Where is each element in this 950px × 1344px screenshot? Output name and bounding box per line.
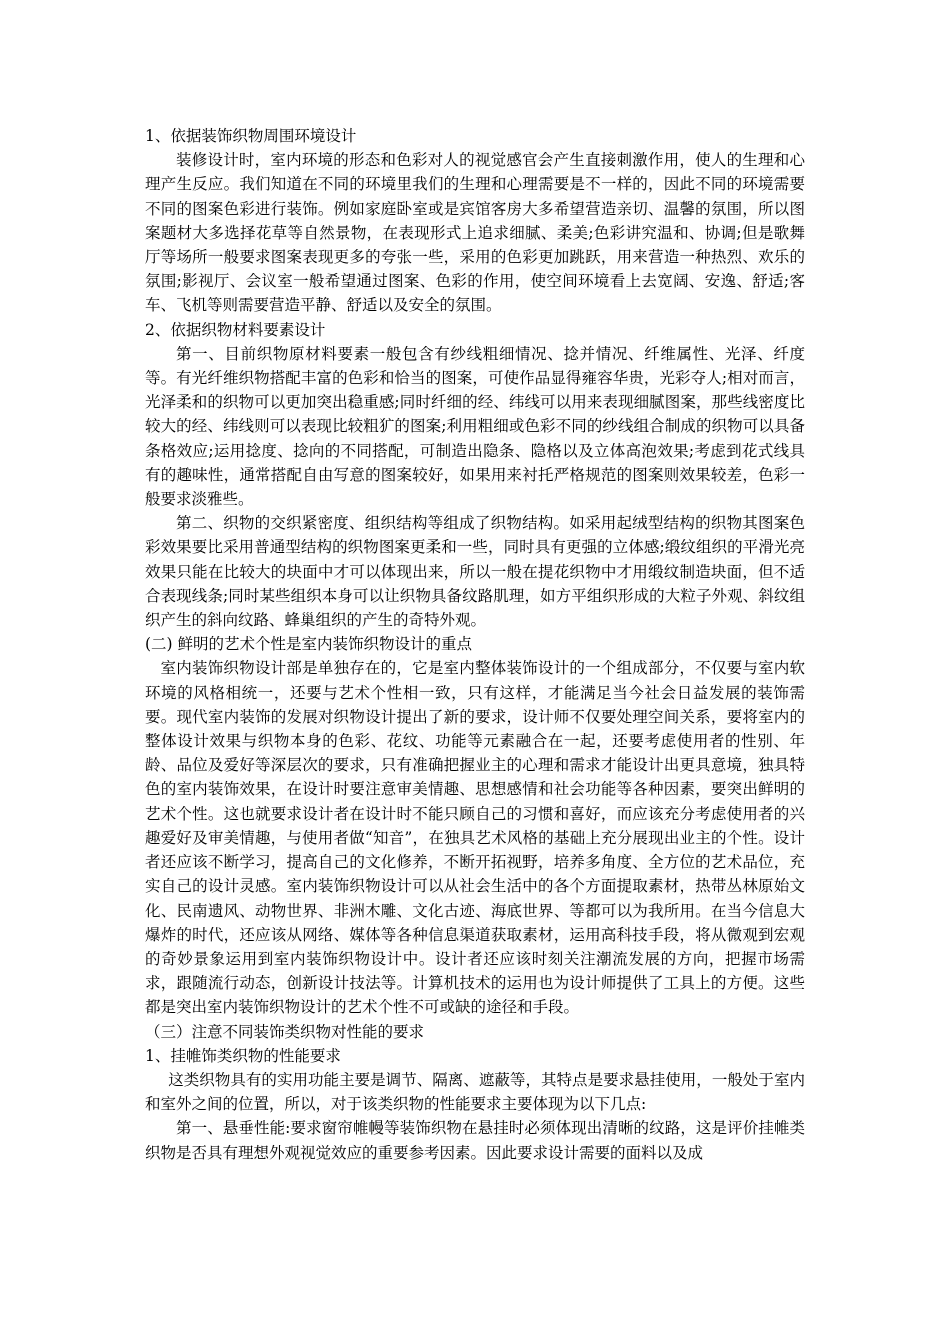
section-heading: 1、依据装饰织物周围环境设计 — [145, 127, 357, 145]
body-paragraph: 装修设计时，室内环境的形态和色彩对人的视觉感官会产生直接刺激作用，使人的生理和心理产生反应。我们知道在不同的环境里我们的生理和心理需要是不一样的，因此不同的环境需要不同的图案色彩进行装饰。例如家庭卧室或是宾馆客房大多希望营造亲切、温馨的氛围，所以图案题材大多选择花草等自然景物，在表现形式上追求细腻、柔美;色彩讲究温和、协调;但是歌舞厅等场所一般要求图案表现更多的夸张一些，采用的色彩更加跳跃，用来营造一种热烈、欢乐的氛围;影视厅、会议室一般希望通过图案、色彩的作用，使空间环境看上去宽阔、安逸、舒适;客车、飞机等则需要营造平静、舒适以及安全的氛围。 — [145, 151, 805, 315]
document-page — [145, 124, 805, 1165]
body-paragraph: 第一、悬垂性能:要求窗帘帷幔等装饰织物在悬挂时必须体现出清晰的纹路，这是评价挂帷类织物是否具有理想外观视觉效应的重要参考因素。因此要求设计需要的面料以及成 — [145, 1119, 805, 1162]
section-heading: 1、挂帷饰类织物的性能要求 — [145, 1046, 341, 1065]
section-heading: (二) 鲜明的艺术个性是室内装饰织物设计的重点 — [145, 635, 473, 654]
body-paragraph: 这类织物具有的实用功能主要是调节、隔离、遮蔽等，其特点是要求悬挂使用，一般处于室内和室外之间的位置，所以，对于该类织物的性能要求主要体现为以下几点: — [145, 1070, 805, 1114]
body-paragraph: 第一、目前织物原材料要素一般包含有纱线粗细情况、捻并情况、纤维属性、光泽、纤度等。有光纤维织物搭配丰富的色彩和恰当的图案，可使作品显得雍容华贵，光彩夺人;相对而言，光泽柔和的织物可以更加突出稳重感;同时纤细的经、纬线可以用来表现细腻图案，那些线密度比较大的经、纬线则可以表现比较粗犷的图案;利用粗细或色彩不同的纱线组合制成的织物可以具备条格效应;运用捻度、捻向的不同搭配，可制造出隐条、隐格以及立体高泡效果;考虑到花式线具有的趣味性，通常搭配自由写意的图案较好，如果用来衬托严格规范的图案则效果较差，色彩一般要求淡雅些。 — [145, 344, 805, 509]
section-heading: 2、依据织物材料要素设计 — [145, 320, 326, 339]
body-paragraph: 室内装饰织物设计部是单独存在的，它是室内整体装饰设计的一个组成部分，不仅要与室内软环境的风格相统一，还要与艺术个性相一致，只有这样，才能满足当今社会日益发展的装饰需要。现代室内装饰的发展对织物设计提出了新的要求，设计师不仅要处理空间关系，要将室内的整体设计效果与织物本身的色彩、花纹、功能等元素融合在一起，还要考虑使用者的性别、年龄、品位及爱好等深层次的要求，只有准确把握业主的心理和需求才能设计出更具意境，独具特色的室内装饰效果，在设计时要注意审美情趣、思想感情和社会功能等各种因素，要突出鲜明的艺术个性。这也就要求设计者在设计时不能只顾自己的习惯和喜好，而应该充分考虑使用者的兴趣爱好及审美情趣，与使用者做“知音”，在独具艺术风格的基础上充分展现出业主的个性。设计者还应该不断学习，提高自己的文化修养，不断开拓视野，培养多角度、全方位的艺术品位，充实自己的设计灵感。室内装饰织物设计可以从社会生活中的各个方面提取素材，热带丛林原始文化、民南遗风、动物世界、非洲木雕、文化古迹、海底世界、等都可以为我所用。在当今信息大爆炸的时代，还应该从网络、媒体等各种信息渠道获取素材，运用高科技手段，将从微观到宏观的奇妙景象运用到室内装饰织物设计中。设计者还应该时刻关注潮流发展的方向，把握市场需求，跟随流行动态，创新设计技法等。计算机技术的运用也为设计师提供了工具上的方便。这些都是突出室内装饰织物设计的艺术个性不可或缺的途径和手段。 — [145, 659, 805, 1017]
section-heading: （三）注意不同装饰类织物对性能的要求 — [145, 1022, 425, 1041]
body-paragraph: 第二、织物的交织紧密度、组织结构等组成了织物结构。如采用起绒型结构的织物其图案色彩效果要比采用普通型结构的织物图案更柔和一些，同时具有更强的立体感;缎纹组织的平滑光亮效果只能在比较大的块面中才可以体现出来，所以一般在提花织物中才用缎纹制造块面，但不适合表现线条;同时某些组织本身可以让织物具备纹路肌理，如方平组织形成的大粒子外观、斜纹组织产生的斜向纹路、蜂巢组织的产生的奇特外观。 — [145, 514, 805, 630]
